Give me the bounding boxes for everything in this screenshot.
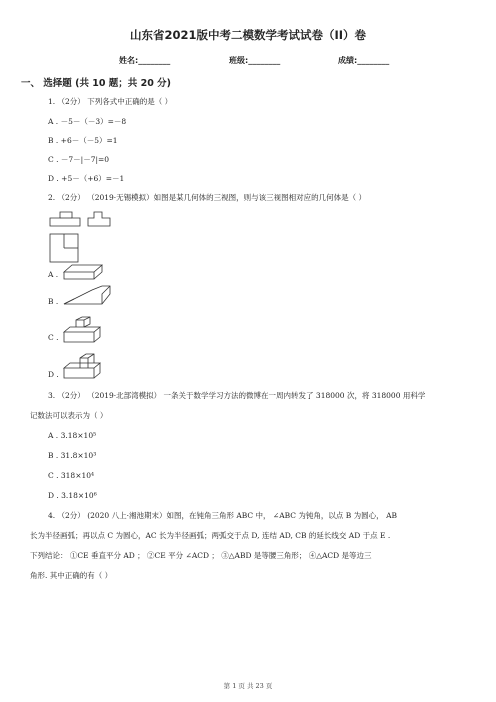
question-3-option-d: D . 3.18×10⁶ xyxy=(48,491,97,500)
question-1-option-c: C . －7－|－7|=0 xyxy=(48,155,110,164)
question-2-option-c: C . xyxy=(48,333,59,342)
question-4-line-2: 长为半径画弧；再以点 C 为圆心，AC 长为半径画弧；两弧交于点 D, 连结 AD, CB 的延长线交 AD 于点 E . xyxy=(30,531,391,540)
question-3-option-b: B . 31.8×10³ xyxy=(48,451,97,460)
name-field: 姓名:________ xyxy=(119,56,171,65)
question-1-option-d: D . +5－（+6）=－1 xyxy=(48,174,125,183)
question-1-option-b: B . +6－（－5）=1 xyxy=(48,136,118,145)
question-3-stem-line-1: 3. （2分） （2019·北部湾模拟） 一条关于数学学习方法的微博在一周内转发了 318000 次，将 318000 用科学 xyxy=(48,391,426,400)
page-footer: 第 1 页 共 23 页 xyxy=(223,682,273,690)
score-field: 成绩:________ xyxy=(338,56,390,65)
option-a-solid-figure xyxy=(62,262,104,282)
question-2-option-a: A . xyxy=(48,270,59,279)
section-heading: 一、 选择题 (共 10 题；共 20 分) xyxy=(21,78,171,89)
option-b-solid-figure xyxy=(62,284,112,308)
option-d-solid-figure xyxy=(62,354,106,382)
question-3-stem-line-2: 记数法可以表示为（ ） xyxy=(30,411,108,420)
question-2-option-b: B . xyxy=(48,297,59,306)
class-field: 班级:________ xyxy=(229,56,281,65)
question-2-option-d: D . xyxy=(48,370,59,379)
page-title: 山东省2021版中考二模数学考试试卷（II）卷 xyxy=(129,28,367,42)
question-3-option-a: A . 3.18×10⁵ xyxy=(48,431,97,440)
three-view-figure xyxy=(48,210,118,265)
question-1-option-a: A . －5－（－3）=－8 xyxy=(48,117,127,126)
question-4-line-4: 角形. 其中正确的有（ ） xyxy=(30,571,113,580)
side-view-shape xyxy=(88,212,110,226)
question-4-line-3: 下列结论： ①CE 垂直平分 AD ； ②CE 平分 ∠ACD ； ③△ABD 是等腰三角形； ④△ACD 是等边三 xyxy=(30,551,372,560)
question-1-stem: 1. （2分） 下列各式中正确的是（ ） xyxy=(48,97,173,106)
question-4-line-1: 4. （2分） (2020 八上·湘池期末）如图，在钝角三角形 ABC 中， ∠ABC 为钝角，以点 B 为圆心， AB xyxy=(48,511,397,520)
question-2-stem: 2. （2分） （2019·无锡模拟）如图是某几何体的三视图，则与该三视图相对应的几何体是（ ） xyxy=(48,193,367,202)
option-c-solid-figure xyxy=(62,316,106,346)
front-view-shape xyxy=(50,212,80,226)
question-3-option-c: C . 318×10⁴ xyxy=(48,471,95,480)
